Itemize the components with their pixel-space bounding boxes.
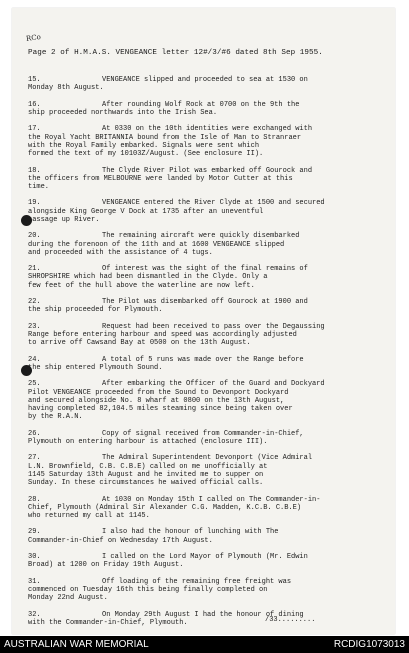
paragraph xyxy=(28,101,376,117)
line-text: I called on the Lord Mayor of Plymouth (Mr. Edwin xyxy=(102,553,308,562)
letter-body xyxy=(28,76,376,634)
paragraph-line xyxy=(28,471,376,479)
line-text: the officers from MELBOURNE were landed by Motor Cutter at this xyxy=(28,174,293,183)
paragraph-line xyxy=(28,249,376,257)
paragraph xyxy=(28,199,376,224)
paragraph xyxy=(28,454,376,487)
line-text: The remaining aircraft were quickly disembarked xyxy=(102,232,300,241)
paragraph-number: 25. xyxy=(28,380,41,389)
paragraph-number: 15. xyxy=(28,76,41,84)
line-text: during the forenoon of the 11th and at 1600 VENGEANCE slipped xyxy=(28,240,285,249)
line-text: Plymouth on entering harbour is attached (enclosure III). xyxy=(28,437,268,446)
line-text: SHROPSHIRE which had been dismantled in the Clyde. Only a xyxy=(28,273,268,282)
paragraph-line xyxy=(28,167,376,175)
paragraph-line xyxy=(28,454,376,462)
paragraph-line xyxy=(28,298,376,306)
line-text: formed the text of my 10103Z/August. (See enclosure II). xyxy=(28,150,264,159)
paragraph-line xyxy=(28,537,376,545)
line-text: Copy of signal received from Commander-in-Chief, xyxy=(102,429,304,438)
line-text: Chief, Plymouth (Admiral Sir Alexander C.G. Madden, K.C.B. C.B.E) xyxy=(28,503,302,512)
line-text: Pilot VENGEANCE proceeded from the Sound to Devonport Dockyard xyxy=(28,388,289,397)
line-text: Of interest was the sight of the final remains of xyxy=(102,265,308,274)
line-text: having completed 82,104.5 miles steaming since being taken over xyxy=(28,405,293,414)
line-text: VENGEANCE slipped and proceeded to sea at 1530 on xyxy=(102,76,308,84)
paragraph-line xyxy=(28,619,376,627)
paragraph xyxy=(28,167,376,192)
paragraph-number: 29. xyxy=(28,528,41,537)
line-text: ship proceeded northwards into the Irish Sea. xyxy=(28,108,218,117)
paragraph-line xyxy=(28,84,376,92)
paragraph-line xyxy=(28,389,376,397)
paragraph-line xyxy=(28,504,376,512)
paragraph-line xyxy=(28,364,376,372)
line-text: I also had the honour of lunching with The xyxy=(102,528,279,537)
line-text: passage up River. xyxy=(28,215,100,224)
paragraph-line xyxy=(28,528,376,536)
paragraph-line xyxy=(28,216,376,224)
paragraph xyxy=(28,578,376,603)
paragraph xyxy=(28,356,376,372)
paragraph-number: 17. xyxy=(28,125,41,134)
paragraph xyxy=(28,496,376,521)
line-text: After rounding Wolf Rock at 0700 on the 9th the xyxy=(102,100,300,109)
line-text: The Pilot was disembarked off Gourock at 1900 and xyxy=(102,298,308,307)
paragraph-line xyxy=(28,199,376,207)
paragraph xyxy=(28,611,376,627)
paragraph-line xyxy=(28,306,376,314)
paragraph-line xyxy=(28,405,376,413)
paragraph-line xyxy=(28,76,376,84)
line-text: The Clyde River Pilot was embarked off Gourock and xyxy=(102,166,313,175)
caption-bar xyxy=(0,636,409,653)
paragraph-line xyxy=(28,282,376,290)
caption-id: RCDIG1073013 xyxy=(333,639,405,650)
line-text: Broad) at 1200 on Friday 19th August. xyxy=(28,561,184,570)
paragraph-line xyxy=(28,150,376,158)
line-text: At 0330 on the 10th identities were exchanged with xyxy=(102,125,313,134)
paragraph-number: 30. xyxy=(28,553,41,562)
paragraph-number: 19. xyxy=(28,199,41,208)
paragraph xyxy=(28,232,376,257)
paragraph-line xyxy=(28,438,376,446)
paragraph-line xyxy=(28,397,376,405)
paragraph-line xyxy=(28,241,376,249)
paragraph-line xyxy=(28,232,376,240)
paragraph-line xyxy=(28,380,376,388)
line-text: the ship proceeded for Plymouth. xyxy=(28,306,163,315)
paragraph-line xyxy=(28,208,376,216)
paragraph-line xyxy=(28,413,376,421)
paragraph-number: 20. xyxy=(28,232,41,241)
line-text: L.N. Brownfield, C.B. C.B.E) called on me unofficially at xyxy=(28,462,268,471)
line-text: 1145 Saturday 13th August and he invited me to supper on xyxy=(28,470,264,479)
line-text: On Monday 29th August I had the honour of dining xyxy=(102,610,304,619)
line-text: Monday 8th August. xyxy=(28,84,104,93)
line-text: After embarking the Officer of the Guard and Dockyard xyxy=(102,380,325,389)
paragraph-line xyxy=(28,273,376,281)
line-text: and secured alongside No. 8 wharf at 0800 on the 13th August, xyxy=(28,396,285,405)
paragraph-number: 16. xyxy=(28,100,41,109)
paragraph xyxy=(28,265,376,290)
paragraph-number: 23. xyxy=(28,322,41,331)
line-text: At 1030 on Monday 15th I called on The Commander-in- xyxy=(102,495,321,504)
paragraph-line xyxy=(28,561,376,569)
paragraph-line xyxy=(28,611,376,619)
paragraph-line xyxy=(28,356,376,364)
paragraph-number: 32. xyxy=(28,610,41,619)
paragraph xyxy=(28,298,376,314)
page-header: Page 2 of H.M.A.S. VENGEANCE letter 12#/3/#6 dated 8th Sep 1955. xyxy=(28,49,323,57)
paragraph-number: 26. xyxy=(28,429,41,438)
paragraph-line xyxy=(28,430,376,438)
paragraph-line xyxy=(28,331,376,339)
paragraph xyxy=(28,430,376,446)
line-text: VENGEANCE entered the River Clyde at 1500 and secured xyxy=(102,199,325,208)
line-text: time. xyxy=(28,182,50,191)
paragraph xyxy=(28,76,376,92)
paragraph-line xyxy=(28,479,376,487)
paragraph-line xyxy=(28,109,376,117)
paragraph-line xyxy=(28,578,376,586)
continuation-ref: /33......... xyxy=(265,616,316,624)
paragraph-number: 21. xyxy=(28,265,41,274)
paragraph xyxy=(28,380,376,421)
line-text: commenced on Tuesday 16th this being finally completed on xyxy=(28,586,268,595)
paragraph-number: 31. xyxy=(28,577,41,586)
paragraph-line xyxy=(28,339,376,347)
line-text: alongside King George V Dock at 1735 after an uneventful xyxy=(28,207,264,216)
line-text: the ship entered Plymouth Sound. xyxy=(28,363,163,372)
paragraph-number: 24. xyxy=(28,355,41,364)
document-page xyxy=(12,8,395,634)
line-text: with the Commander-in-Chief, Plymouth. xyxy=(28,619,188,627)
handwritten-mark: RCo xyxy=(25,33,42,43)
paragraph xyxy=(28,125,376,158)
paragraph-number: 18. xyxy=(28,166,41,175)
paragraph-number: 22. xyxy=(28,298,41,307)
line-text: the Royal Yacht BRITANNIA bound from the Isle of Man to Stranraer xyxy=(28,133,302,142)
paragraph-number: 28. xyxy=(28,495,41,504)
paragraph-line xyxy=(28,323,376,331)
paragraph-line xyxy=(28,142,376,150)
paragraph-line xyxy=(28,586,376,594)
paragraph-line xyxy=(28,594,376,602)
paragraph-number: 27. xyxy=(28,454,41,463)
line-text: Range before entering harbour and speed was accordingly adjusted xyxy=(28,331,297,340)
line-text: and proceeded with the assistance of 4 tugs. xyxy=(28,248,213,257)
line-text: The Admiral Superintendent Devonport (Vice Admiral xyxy=(102,454,313,463)
line-text: few feet of the hull above the waterline are now left. xyxy=(28,281,255,290)
paragraph xyxy=(28,553,376,569)
paragraph xyxy=(28,323,376,348)
line-text: with the Royal Family embarked. Signals were sent which xyxy=(28,141,260,150)
line-text: to arrive off Cawsand Bay at 0500 on the 13th August. xyxy=(28,339,251,348)
paragraph-line xyxy=(28,134,376,142)
paragraph-line xyxy=(28,101,376,109)
paragraph-line xyxy=(28,512,376,520)
line-text: Monday 22nd August. xyxy=(28,594,108,603)
paragraph xyxy=(28,528,376,544)
paragraph-line xyxy=(28,463,376,471)
line-text: Request had been received to pass over the Degaussing xyxy=(102,322,325,331)
paragraph-line xyxy=(28,125,376,133)
caption-source: AUSTRALIAN WAR MEMORIAL xyxy=(4,639,149,650)
line-text: Sunday. In these circumstances he waived official calls. xyxy=(28,479,264,488)
line-text: Commander-in-Chief on Wednesday 17th August. xyxy=(28,536,213,545)
line-text: Off loading of the remaining free freight was xyxy=(102,577,292,586)
line-text: A total of 5 runs was made over the Range before xyxy=(102,355,304,364)
paragraph-line xyxy=(28,265,376,273)
line-text: who returned my call at 1145. xyxy=(28,511,150,520)
paragraph-line xyxy=(28,183,376,191)
paragraph-line xyxy=(28,553,376,561)
paragraph-line xyxy=(28,496,376,504)
paragraph-line xyxy=(28,175,376,183)
line-text: by the R.A.N. xyxy=(28,413,83,422)
